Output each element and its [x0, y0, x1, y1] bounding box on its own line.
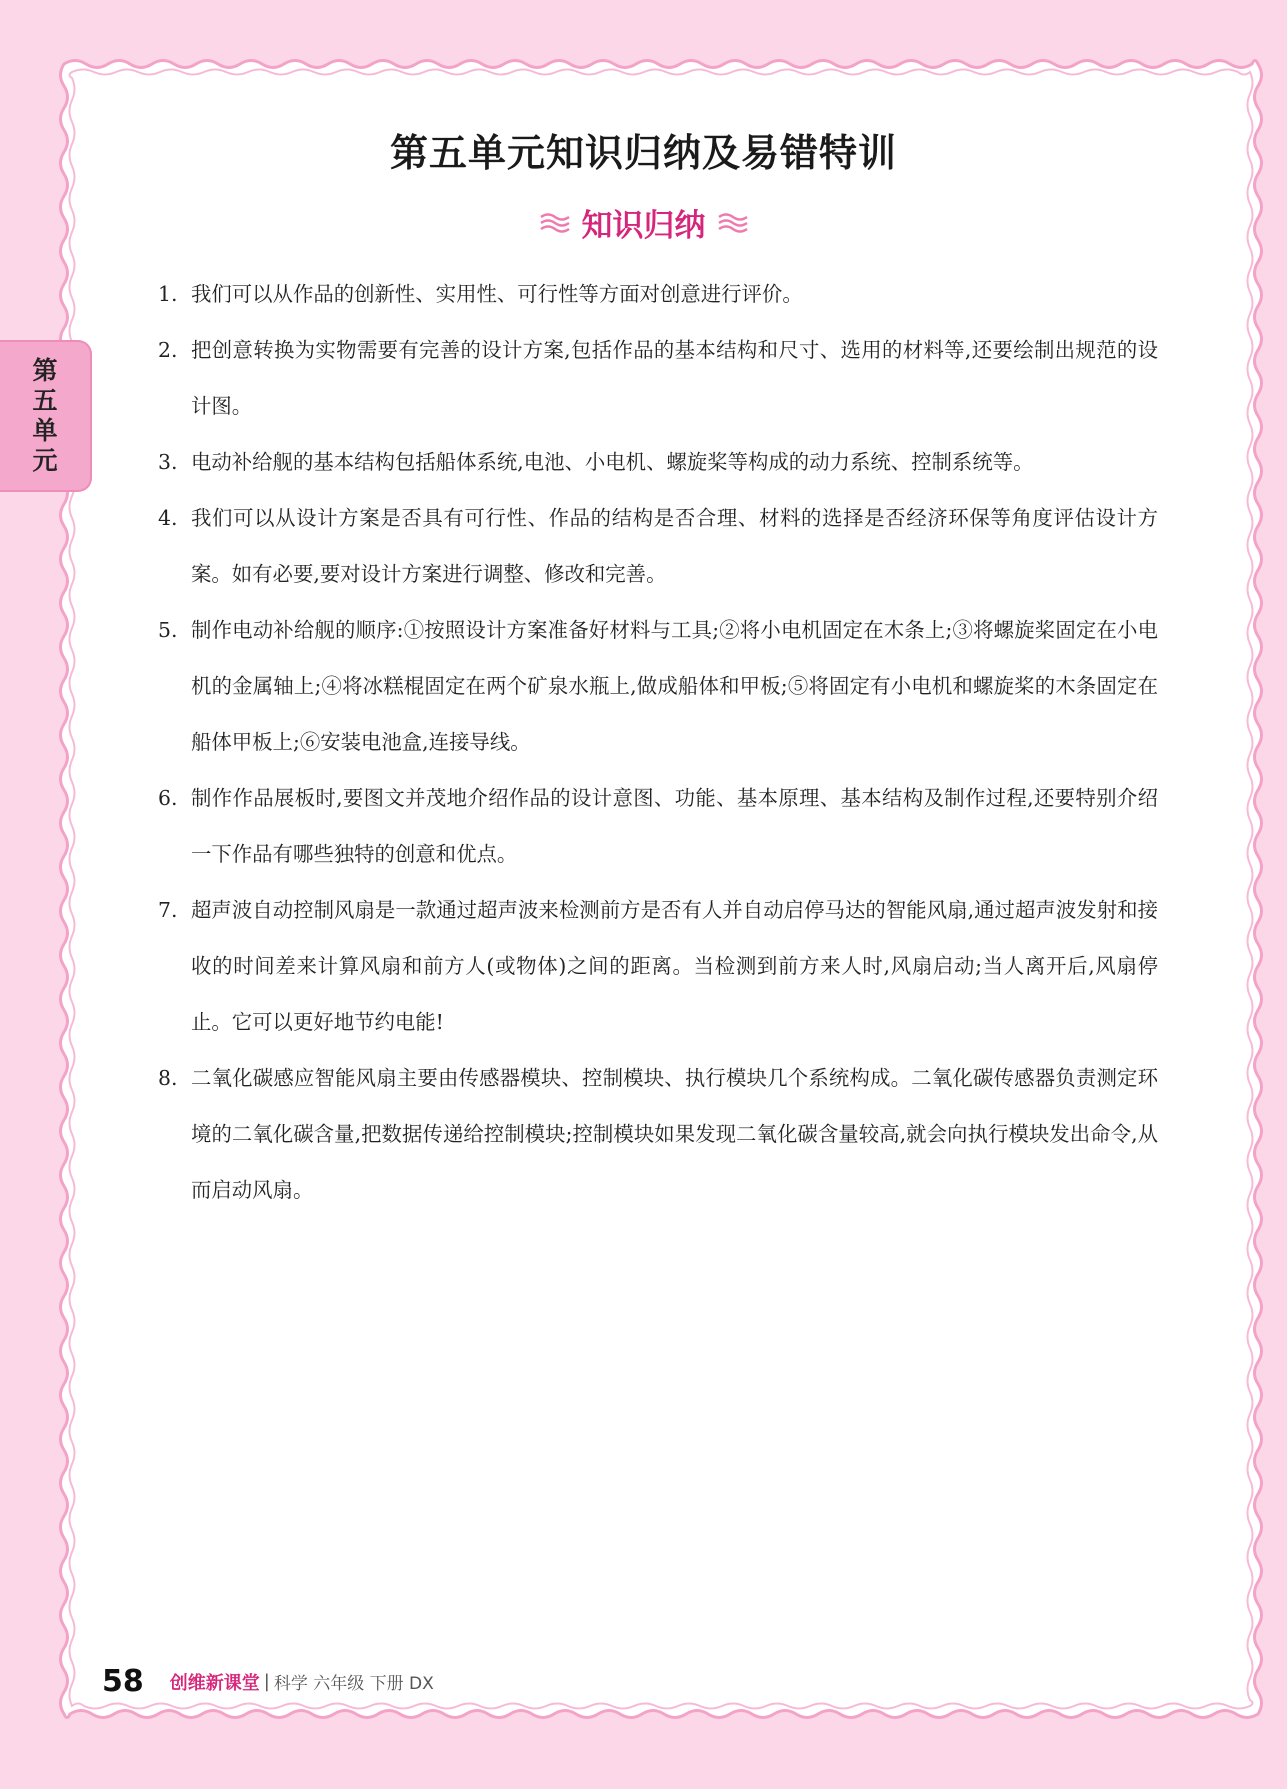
- item-text: 超声波自动控制风扇是一款通过超声波来检测前方是否有人并自动启停马达的智能风扇,通过超声波发射和接收的时间差来计算风扇和前方人(或物体)之间的距离。当检测到前方来人时,风扇启动;当人离开后,风扇停止。它可以更好地节约电能!: [191, 898, 1158, 1034]
- wave-right-icon: [718, 211, 748, 235]
- list-item: [158, 882, 1158, 1050]
- item-text: 我们可以从设计方案是否具有可行性、作品的结构是否合理、材料的选择是否经济环保等角度评估设计方案。如有必要,要对设计方案进行调整、修改和完善。: [191, 506, 1158, 586]
- list-item: [158, 1050, 1158, 1218]
- book-meta: 科学 六年级 下册 DX: [273, 1674, 434, 1694]
- item-text: 制作电动补给舰的顺序:①按照设计方案准备好材料与工具;②将小电机固定在木条上;③将螺旋桨固定在小电机的金属轴上;④将冰糕棍固定在两个矿泉水瓶上,做成船体和甲板;⑤将固定有小电机和螺旋桨的木条固定在船体甲板上;⑥安装电池盒,连接导线。: [191, 618, 1158, 754]
- item-text: 把创意转换为实物需要有完善的设计方案,包括作品的基本结构和尺寸、选用的材料等,还要绘制出规范的设计图。: [191, 338, 1158, 418]
- item-number: 3.: [158, 450, 178, 474]
- item-text: 制作作品展板时,要图文并茂地介绍作品的设计意图、功能、基本原理、基本结构及制作过程,还要特别介绍一下作品有哪些独特的创意和优点。: [191, 786, 1158, 866]
- item-number: 5.: [158, 618, 178, 642]
- page-number: 58: [102, 1664, 144, 1699]
- footer-separator: |: [263, 1671, 270, 1692]
- item-number: 1.: [158, 282, 178, 306]
- item-text: 电动补给舰的基本结构包括船体系统,电池、小电机、螺旋桨等构成的动力系统、控制系统等。: [191, 450, 1034, 474]
- page-footer: [102, 1664, 434, 1699]
- list-item: [158, 490, 1158, 602]
- section-heading: [0, 200, 1287, 245]
- brand-name: 创维新课堂: [169, 1672, 260, 1694]
- list-item: [158, 602, 1158, 770]
- item-number: 2.: [158, 338, 178, 362]
- item-number: 4.: [158, 506, 178, 530]
- item-text: 我们可以从作品的创新性、实用性、可行性等方面对创意进行评价。: [191, 282, 803, 306]
- list-item: [158, 266, 1158, 322]
- item-number: 7.: [158, 898, 178, 922]
- item-number: 8.: [158, 1066, 178, 1090]
- section-title: 知识归纳: [581, 208, 706, 244]
- list-item: [158, 770, 1158, 882]
- wave-left-icon: [540, 211, 570, 235]
- item-number: 6.: [158, 786, 178, 810]
- page-title: 第五单元知识归纳及易错特训: [389, 131, 897, 175]
- unit-side-tab: [0, 340, 92, 492]
- side-tab-char: 单: [32, 416, 58, 445]
- side-tab-char: 五: [32, 386, 58, 415]
- side-tab-char: 元: [32, 446, 58, 475]
- list-item: [158, 434, 1158, 490]
- item-text: 二氧化碳感应智能风扇主要由传感器模块、控制模块、执行模块几个系统构成。二氧化碳传感器负责测定环境的二氧化碳含量,把数据传递给控制模块;控制模块如果发现二氧化碳含量较高,就会向执行模块发出命令,从而启动风扇。: [191, 1066, 1158, 1202]
- list-item: [158, 322, 1158, 434]
- knowledge-list: [158, 266, 1158, 1218]
- side-tab-char: 第: [32, 356, 58, 385]
